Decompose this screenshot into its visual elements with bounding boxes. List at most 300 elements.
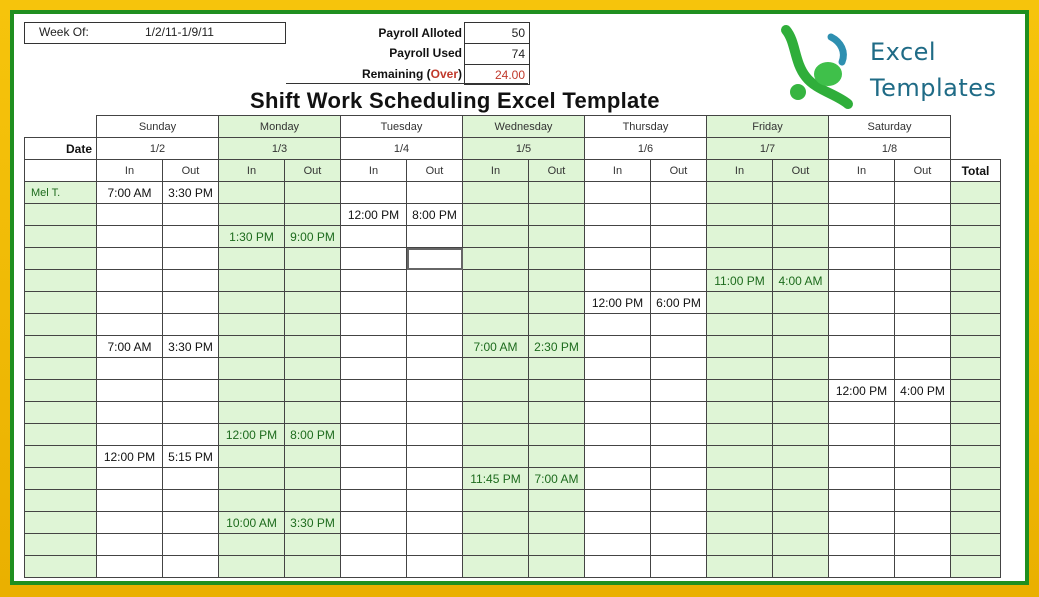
out-time-cell[interactable]	[529, 534, 585, 556]
in-time-cell[interactable]	[219, 314, 285, 336]
out-time-cell[interactable]: 7:00 AM	[529, 468, 585, 490]
out-time-cell[interactable]	[773, 424, 829, 446]
employee-name-cell[interactable]	[25, 556, 97, 578]
out-time-cell[interactable]	[285, 380, 341, 402]
in-time-cell[interactable]: 12:00 PM	[97, 446, 163, 468]
in-time-cell[interactable]	[219, 204, 285, 226]
out-time-cell[interactable]	[773, 204, 829, 226]
employee-name-cell[interactable]	[25, 270, 97, 292]
out-time-cell[interactable]	[407, 556, 463, 578]
in-time-cell[interactable]	[585, 248, 651, 270]
out-time-cell[interactable]	[163, 534, 219, 556]
employee-name-cell[interactable]	[25, 226, 97, 248]
in-time-cell[interactable]	[707, 358, 773, 380]
employee-name-cell[interactable]	[25, 292, 97, 314]
in-time-cell[interactable]	[463, 424, 529, 446]
out-time-cell[interactable]	[529, 358, 585, 380]
in-time-cell[interactable]	[219, 270, 285, 292]
in-time-cell[interactable]	[707, 336, 773, 358]
out-time-cell[interactable]	[651, 380, 707, 402]
out-time-cell[interactable]	[773, 402, 829, 424]
out-time-cell[interactable]	[529, 270, 585, 292]
in-time-cell[interactable]	[463, 402, 529, 424]
payroll-used-cell[interactable]	[464, 43, 530, 65]
employee-name-cell[interactable]	[25, 336, 97, 358]
in-time-cell[interactable]: 12:00 PM	[829, 380, 895, 402]
in-time-cell[interactable]	[707, 226, 773, 248]
in-time-cell[interactable]	[829, 556, 895, 578]
in-time-cell[interactable]	[829, 336, 895, 358]
out-time-cell[interactable]	[651, 226, 707, 248]
in-time-cell[interactable]	[341, 270, 407, 292]
in-time-cell[interactable]	[97, 248, 163, 270]
out-time-cell[interactable]	[651, 314, 707, 336]
out-time-cell[interactable]	[163, 204, 219, 226]
in-time-cell[interactable]	[341, 556, 407, 578]
employee-name-cell[interactable]	[25, 248, 97, 270]
out-time-cell[interactable]	[163, 270, 219, 292]
in-time-cell[interactable]	[829, 534, 895, 556]
out-time-cell[interactable]: 8:00 PM	[285, 424, 341, 446]
total-cell[interactable]	[951, 182, 1001, 204]
in-time-cell[interactable]	[829, 292, 895, 314]
employee-name-cell[interactable]	[25, 468, 97, 490]
out-time-cell[interactable]: 3:30 PM	[163, 182, 219, 204]
out-time-cell[interactable]	[407, 490, 463, 512]
in-time-cell[interactable]	[585, 204, 651, 226]
in-time-cell[interactable]: 12:00 PM	[585, 292, 651, 314]
out-time-cell[interactable]	[895, 402, 951, 424]
in-time-cell[interactable]	[829, 270, 895, 292]
remaining-cell[interactable]	[464, 64, 530, 85]
out-time-cell[interactable]	[651, 446, 707, 468]
employee-name-cell[interactable]	[25, 358, 97, 380]
out-time-cell[interactable]	[407, 380, 463, 402]
employee-name-cell[interactable]	[25, 380, 97, 402]
in-time-cell[interactable]	[463, 512, 529, 534]
in-time-cell[interactable]: 7:00 AM	[97, 182, 163, 204]
in-time-cell[interactable]: 12:00 PM	[219, 424, 285, 446]
in-time-cell[interactable]	[97, 226, 163, 248]
in-time-cell[interactable]	[829, 358, 895, 380]
out-time-cell[interactable]	[407, 182, 463, 204]
out-time-cell[interactable]	[285, 490, 341, 512]
out-time-cell[interactable]	[651, 402, 707, 424]
out-time-cell[interactable]	[895, 512, 951, 534]
schedule-table	[24, 115, 1001, 578]
in-time-cell[interactable]	[463, 182, 529, 204]
out-time-cell[interactable]	[651, 512, 707, 534]
out-time-cell[interactable]: 2:30 PM	[529, 336, 585, 358]
out-time-cell[interactable]	[407, 446, 463, 468]
out-time-cell[interactable]	[773, 512, 829, 534]
out-time-cell[interactable]	[407, 402, 463, 424]
out-time-cell[interactable]	[163, 380, 219, 402]
schedule-row	[25, 534, 1001, 556]
date-cell: 1/2	[97, 138, 219, 160]
out-time-cell[interactable]	[773, 380, 829, 402]
name-header-cell	[25, 160, 97, 182]
in-time-cell[interactable]	[707, 556, 773, 578]
out-time-cell[interactable]	[529, 556, 585, 578]
schedule-row	[25, 292, 1001, 314]
in-time-cell[interactable]: 11:00 PM	[707, 270, 773, 292]
out-time-cell[interactable]	[773, 556, 829, 578]
in-time-cell[interactable]	[97, 490, 163, 512]
out-time-cell[interactable]	[895, 534, 951, 556]
employee-name-cell[interactable]: Mel T.	[25, 182, 97, 204]
out-time-cell[interactable]	[529, 204, 585, 226]
employee-name-cell[interactable]	[25, 204, 97, 226]
out-time-cell[interactable]	[163, 490, 219, 512]
in-time-cell[interactable]	[829, 468, 895, 490]
in-time-cell[interactable]	[341, 182, 407, 204]
in-time-cell[interactable]	[829, 446, 895, 468]
out-time-cell[interactable]	[285, 468, 341, 490]
out-time-cell[interactable]: 3:30 PM	[285, 512, 341, 534]
in-time-cell[interactable]	[585, 380, 651, 402]
in-time-cell[interactable]	[707, 468, 773, 490]
out-time-cell[interactable]	[651, 424, 707, 446]
in-time-cell[interactable]	[341, 512, 407, 534]
week-of-value[interactable]: 1/2/11-1/9/11	[145, 25, 214, 39]
out-time-cell[interactable]	[895, 424, 951, 446]
out-time-cell[interactable]	[895, 292, 951, 314]
in-time-cell[interactable]	[707, 182, 773, 204]
day-name-cell: Monday	[219, 116, 341, 138]
total-cell[interactable]	[951, 446, 1001, 468]
in-time-cell[interactable]	[97, 270, 163, 292]
in-time-cell[interactable]	[707, 512, 773, 534]
in-time-cell[interactable]	[219, 380, 285, 402]
in-time-cell[interactable]	[463, 270, 529, 292]
in-time-cell[interactable]	[463, 446, 529, 468]
in-time-cell[interactable]	[463, 292, 529, 314]
in-time-cell[interactable]: 1:30 PM	[219, 226, 285, 248]
in-time-cell[interactable]: 12:00 PM	[341, 204, 407, 226]
out-time-cell[interactable]	[773, 446, 829, 468]
in-time-cell[interactable]	[707, 490, 773, 512]
total-cell[interactable]	[951, 424, 1001, 446]
out-time-cell[interactable]	[407, 512, 463, 534]
payroll-allotted-cell[interactable]	[464, 22, 530, 44]
in-time-cell[interactable]	[219, 556, 285, 578]
in-time-cell[interactable]	[463, 556, 529, 578]
in-time-cell[interactable]	[707, 402, 773, 424]
in-time-cell[interactable]	[341, 380, 407, 402]
in-time-cell[interactable]	[707, 314, 773, 336]
in-time-cell[interactable]	[219, 490, 285, 512]
out-time-cell[interactable]	[529, 314, 585, 336]
out-time-cell[interactable]	[895, 226, 951, 248]
employee-name-cell[interactable]	[25, 314, 97, 336]
out-time-cell[interactable]	[407, 358, 463, 380]
in-time-cell[interactable]	[707, 424, 773, 446]
in-time-cell[interactable]	[97, 534, 163, 556]
out-time-cell[interactable]	[285, 292, 341, 314]
in-time-cell[interactable]	[97, 512, 163, 534]
out-time-cell[interactable]	[285, 314, 341, 336]
in-time-cell[interactable]	[585, 424, 651, 446]
out-time-cell[interactable]	[163, 314, 219, 336]
out-time-cell[interactable]: 6:00 PM	[651, 292, 707, 314]
out-time-cell[interactable]	[895, 314, 951, 336]
out-time-cell[interactable]	[285, 204, 341, 226]
out-time-cell[interactable]	[407, 314, 463, 336]
out-time-cell[interactable]	[163, 468, 219, 490]
in-time-cell[interactable]	[585, 490, 651, 512]
out-time-cell[interactable]	[895, 336, 951, 358]
in-time-cell[interactable]	[585, 402, 651, 424]
out-time-cell[interactable]	[651, 534, 707, 556]
out-time-cell[interactable]	[529, 380, 585, 402]
in-time-cell[interactable]	[463, 204, 529, 226]
in-time-cell[interactable]	[219, 336, 285, 358]
in-time-cell[interactable]	[585, 314, 651, 336]
out-time-cell[interactable]	[285, 336, 341, 358]
in-time-cell[interactable]	[219, 182, 285, 204]
employee-name-cell[interactable]	[25, 534, 97, 556]
out-time-cell[interactable]	[407, 226, 463, 248]
in-time-cell[interactable]	[463, 358, 529, 380]
in-time-cell[interactable]	[829, 248, 895, 270]
in-time-cell[interactable]	[707, 292, 773, 314]
out-time-cell[interactable]	[773, 226, 829, 248]
out-time-cell[interactable]	[163, 248, 219, 270]
in-time-cell[interactable]	[829, 314, 895, 336]
total-cell[interactable]	[951, 270, 1001, 292]
in-time-cell[interactable]	[97, 468, 163, 490]
in-time-cell[interactable]	[829, 512, 895, 534]
in-time-cell[interactable]	[585, 556, 651, 578]
out-time-cell[interactable]	[529, 512, 585, 534]
in-time-cell[interactable]	[585, 512, 651, 534]
in-time-cell[interactable]	[463, 380, 529, 402]
out-time-cell[interactable]	[407, 424, 463, 446]
in-time-cell[interactable]	[97, 556, 163, 578]
in-time-cell[interactable]	[463, 226, 529, 248]
employee-name-cell[interactable]	[25, 402, 97, 424]
out-time-cell[interactable]	[407, 336, 463, 358]
out-time-cell[interactable]	[163, 402, 219, 424]
in-time-cell[interactable]	[585, 336, 651, 358]
in-time-cell[interactable]: 7:00 AM	[463, 336, 529, 358]
out-time-cell[interactable]	[651, 270, 707, 292]
in-time-cell[interactable]	[585, 468, 651, 490]
total-cell[interactable]	[951, 468, 1001, 490]
out-time-cell[interactable]	[773, 292, 829, 314]
in-time-cell[interactable]	[341, 292, 407, 314]
in-time-cell[interactable]	[97, 380, 163, 402]
in-time-cell[interactable]	[341, 490, 407, 512]
total-cell[interactable]	[951, 490, 1001, 512]
out-time-cell[interactable]	[285, 556, 341, 578]
in-time-cell[interactable]	[585, 446, 651, 468]
total-cell[interactable]	[951, 226, 1001, 248]
in-time-cell[interactable]	[707, 204, 773, 226]
total-cell[interactable]	[951, 402, 1001, 424]
out-time-cell[interactable]	[285, 182, 341, 204]
out-time-cell[interactable]	[407, 270, 463, 292]
out-time-cell[interactable]: 9:00 PM	[285, 226, 341, 248]
in-time-cell[interactable]	[219, 358, 285, 380]
employee-name-cell[interactable]	[25, 446, 97, 468]
in-time-cell[interactable]	[97, 204, 163, 226]
in-time-cell[interactable]	[341, 248, 407, 270]
in-time-cell[interactable]	[707, 248, 773, 270]
out-time-cell[interactable]	[773, 468, 829, 490]
in-time-cell[interactable]	[463, 248, 529, 270]
in-time-cell[interactable]	[829, 182, 895, 204]
total-cell[interactable]	[951, 314, 1001, 336]
in-time-cell[interactable]	[97, 292, 163, 314]
in-time-cell[interactable]: 7:00 AM	[97, 336, 163, 358]
out-time-cell[interactable]	[773, 358, 829, 380]
out-time-cell[interactable]	[773, 248, 829, 270]
in-time-cell[interactable]	[219, 446, 285, 468]
in-time-cell[interactable]	[829, 226, 895, 248]
out-time-cell[interactable]	[895, 490, 951, 512]
in-time-cell[interactable]	[97, 314, 163, 336]
in-time-cell[interactable]: 10:00 AM	[219, 512, 285, 534]
in-time-cell[interactable]	[341, 446, 407, 468]
total-cell[interactable]	[951, 358, 1001, 380]
schedule-row	[25, 490, 1001, 512]
out-time-cell[interactable]	[529, 402, 585, 424]
employee-name-cell[interactable]	[25, 490, 97, 512]
in-time-cell[interactable]	[341, 226, 407, 248]
out-time-cell[interactable]	[895, 468, 951, 490]
out-time-cell[interactable]	[895, 556, 951, 578]
out-time-cell[interactable]	[285, 534, 341, 556]
in-time-cell[interactable]	[585, 534, 651, 556]
out-time-cell[interactable]	[529, 292, 585, 314]
out-time-cell[interactable]	[285, 248, 341, 270]
in-time-cell[interactable]	[829, 402, 895, 424]
employee-name-cell[interactable]	[25, 512, 97, 534]
in-time-cell[interactable]	[219, 534, 285, 556]
in-time-cell[interactable]	[219, 468, 285, 490]
out-time-cell[interactable]	[529, 226, 585, 248]
in-time-cell[interactable]	[585, 270, 651, 292]
in-time-cell[interactable]	[829, 424, 895, 446]
out-time-cell[interactable]	[651, 468, 707, 490]
in-time-cell[interactable]	[707, 380, 773, 402]
out-time-cell[interactable]: 4:00 AM	[773, 270, 829, 292]
total-cell[interactable]	[951, 204, 1001, 226]
out-time-cell[interactable]: 3:30 PM	[163, 336, 219, 358]
out-time-cell[interactable]	[895, 446, 951, 468]
out-time-cell[interactable]	[773, 336, 829, 358]
in-time-cell[interactable]	[341, 358, 407, 380]
total-cell[interactable]	[951, 380, 1001, 402]
out-time-cell[interactable]	[285, 402, 341, 424]
total-cell[interactable]	[951, 292, 1001, 314]
in-time-cell[interactable]	[341, 534, 407, 556]
in-time-cell[interactable]	[585, 182, 651, 204]
total-cell[interactable]	[951, 534, 1001, 556]
out-time-cell[interactable]	[285, 358, 341, 380]
in-time-cell[interactable]	[829, 490, 895, 512]
in-time-cell[interactable]	[219, 402, 285, 424]
out-time-cell[interactable]	[529, 248, 585, 270]
out-time-cell[interactable]	[407, 248, 463, 270]
in-time-cell[interactable]	[219, 292, 285, 314]
total-cell[interactable]	[951, 512, 1001, 534]
out-time-cell[interactable]	[651, 358, 707, 380]
out-time-cell[interactable]	[285, 446, 341, 468]
out-time-cell[interactable]	[529, 490, 585, 512]
out-time-cell[interactable]	[163, 358, 219, 380]
in-time-cell[interactable]	[341, 402, 407, 424]
out-time-cell[interactable]	[163, 424, 219, 446]
in-time-cell[interactable]	[585, 358, 651, 380]
out-time-cell[interactable]	[285, 270, 341, 292]
out-time-cell[interactable]	[407, 292, 463, 314]
in-time-cell[interactable]	[97, 402, 163, 424]
out-time-cell[interactable]	[407, 534, 463, 556]
out-time-cell[interactable]	[773, 314, 829, 336]
out-time-cell[interactable]	[163, 292, 219, 314]
out-time-cell[interactable]	[895, 270, 951, 292]
out-time-cell[interactable]	[895, 204, 951, 226]
in-time-cell[interactable]	[341, 468, 407, 490]
out-time-cell[interactable]	[163, 226, 219, 248]
in-time-cell[interactable]: 11:45 PM	[463, 468, 529, 490]
out-time-cell[interactable]	[651, 182, 707, 204]
out-time-cell[interactable]	[895, 358, 951, 380]
out-time-cell[interactable]	[651, 248, 707, 270]
in-time-cell[interactable]	[463, 314, 529, 336]
out-time-cell[interactable]	[529, 446, 585, 468]
out-time-cell[interactable]	[773, 182, 829, 204]
out-time-cell[interactable]: 8:00 PM	[407, 204, 463, 226]
out-time-cell[interactable]	[651, 490, 707, 512]
out-time-cell[interactable]	[163, 512, 219, 534]
out-time-cell[interactable]	[773, 534, 829, 556]
total-cell[interactable]	[951, 248, 1001, 270]
in-time-cell[interactable]	[585, 226, 651, 248]
total-cell[interactable]	[951, 336, 1001, 358]
out-time-cell[interactable]	[651, 204, 707, 226]
in-time-cell[interactable]	[341, 314, 407, 336]
in-time-cell[interactable]	[707, 534, 773, 556]
out-time-cell[interactable]: 4:00 PM	[895, 380, 951, 402]
in-time-cell[interactable]	[341, 336, 407, 358]
out-time-cell[interactable]	[895, 248, 951, 270]
out-time-cell[interactable]	[773, 490, 829, 512]
total-cell[interactable]	[951, 556, 1001, 578]
in-time-cell[interactable]	[97, 358, 163, 380]
in-time-cell[interactable]	[341, 424, 407, 446]
in-time-cell[interactable]	[463, 534, 529, 556]
in-time-cell[interactable]	[97, 424, 163, 446]
out-time-cell[interactable]	[407, 468, 463, 490]
employee-name-cell[interactable]	[25, 424, 97, 446]
out-time-cell[interactable]	[529, 424, 585, 446]
out-time-cell[interactable]	[651, 336, 707, 358]
in-time-cell[interactable]	[829, 204, 895, 226]
out-time-cell[interactable]	[163, 556, 219, 578]
out-time-cell[interactable]	[895, 182, 951, 204]
date-cell: 1/7	[707, 138, 829, 160]
in-time-cell[interactable]	[219, 248, 285, 270]
in-time-cell[interactable]	[463, 490, 529, 512]
out-time-cell[interactable]	[651, 556, 707, 578]
out-time-cell[interactable]: 5:15 PM	[163, 446, 219, 468]
out-time-cell[interactable]	[529, 182, 585, 204]
in-time-cell[interactable]	[707, 446, 773, 468]
